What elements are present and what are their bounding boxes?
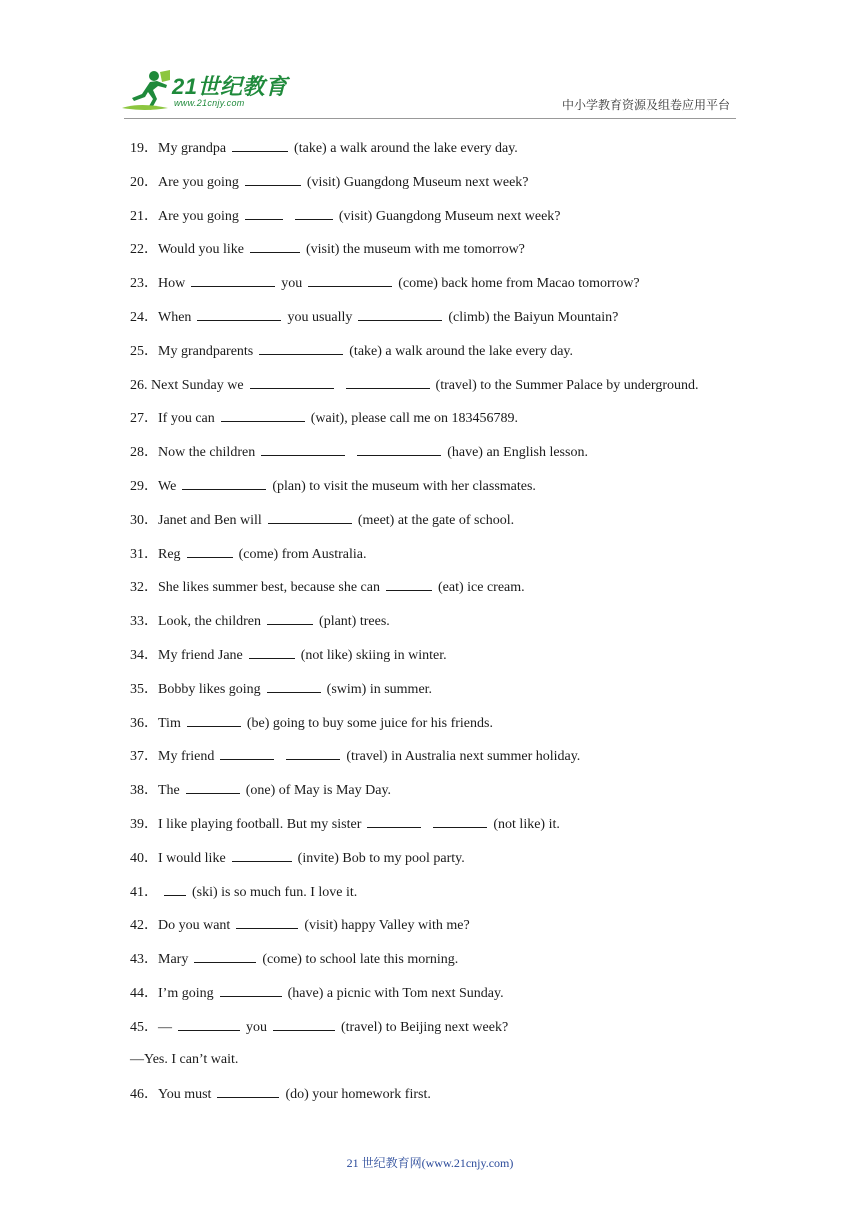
question-item: [130, 779, 750, 813]
question-text: 43．Mary: [130, 952, 189, 968]
question-text: (visit) the museum with me tomorrow?: [305, 242, 525, 258]
answer-blank[interactable]: [346, 374, 430, 389]
question-text: 21．Are you going: [130, 208, 239, 224]
answer-blank[interactable]: [221, 407, 305, 422]
question-text: 27．If you can: [130, 411, 215, 427]
page-footer: 21 世纪教育网(www.21cnjy.com): [346, 1156, 514, 1170]
question-text: (invite) Bob to my pool party.: [297, 850, 465, 866]
question-text: (visit) happy Valley with me?: [304, 918, 470, 934]
question-text: (plant) trees.: [319, 614, 390, 630]
question-text: (swim) in summer.: [326, 681, 433, 697]
question-item: [130, 847, 750, 881]
answer-blank[interactable]: [220, 982, 282, 997]
question-text: 44．I’m going: [130, 985, 214, 1001]
answer-blank[interactable]: [268, 509, 352, 524]
question-text: 24．When: [130, 309, 192, 325]
logo-text: 21世纪教育: [172, 74, 288, 99]
question-item: [130, 238, 750, 272]
question-text: 39．I like playing football. But my sister: [130, 816, 362, 832]
question-text: 38．The: [130, 783, 180, 799]
answer-blank[interactable]: [295, 205, 333, 220]
answer-blank[interactable]: [217, 1083, 279, 1098]
question-text: 32．She likes summer best, because she can: [130, 580, 380, 596]
question-text: 28．Now the children: [130, 445, 256, 461]
answer-blank[interactable]: [245, 205, 283, 220]
question-item: [130, 644, 750, 678]
logo-url: www.21cnjy.com: [174, 98, 245, 108]
question-item: [130, 205, 750, 239]
question-item: [130, 610, 750, 644]
answer-blank[interactable]: [267, 678, 321, 693]
question-text: (wait), please call me on 183456789.: [310, 411, 518, 427]
question-text: (come) to school late this morning.: [262, 952, 459, 968]
question-text: (travel) to Beijing next week?: [341, 1019, 509, 1035]
question-text: you: [246, 1019, 267, 1035]
answer-blank[interactable]: [186, 779, 240, 794]
answer-blank[interactable]: [286, 745, 340, 760]
runner-logo-icon: [120, 68, 172, 114]
answer-blank[interactable]: [220, 745, 274, 760]
question-text: 19．My grandpa: [130, 141, 227, 156]
question-text: (visit) Guangdong Museum next week?: [306, 174, 529, 190]
question-text: (travel) in Australia next summer holiday.: [346, 749, 581, 765]
question-item: [130, 914, 750, 948]
question-text: 25．My grandparents: [130, 343, 254, 359]
question-item: [130, 475, 750, 509]
question-text: (come) from Australia.: [238, 546, 367, 562]
question-text: you usually: [287, 309, 353, 325]
question-text: (visit) Guangdong Museum next week?: [338, 208, 561, 224]
answer-blank[interactable]: [261, 441, 345, 456]
answer-blank[interactable]: [232, 847, 292, 862]
answer-blank[interactable]: [357, 441, 441, 456]
question-text: 37．My friend: [130, 749, 215, 765]
answer-blank[interactable]: [308, 272, 392, 287]
question-text: (eat) ice cream.: [438, 580, 525, 596]
question-text: 22．Would you like: [130, 242, 244, 258]
answer-blank[interactable]: [249, 644, 295, 659]
question-item: [130, 1016, 750, 1050]
question-item: [130, 1050, 750, 1084]
question-text: (come) back home from Macao tomorrow?: [398, 276, 640, 292]
answer-blank[interactable]: [367, 813, 421, 828]
question-item: [130, 1083, 750, 1117]
question-text: (have) a picnic with Tom next Sunday.: [287, 985, 504, 1001]
question-text: 46．You must: [130, 1087, 212, 1103]
question-item: [130, 441, 750, 475]
question-text: (climb) the Baiyun Mountain?: [448, 309, 619, 325]
question-item: [130, 982, 750, 1016]
question-item: [130, 712, 750, 746]
question-text: 45．—: [130, 1019, 172, 1035]
question-text: (take) a walk around the lake every day.: [349, 343, 574, 359]
question-item: [130, 881, 750, 915]
answer-blank[interactable]: [187, 712, 241, 727]
question-item: [130, 576, 750, 610]
question-text: (not like) skiing in winter.: [300, 647, 447, 663]
question-text: 23．How: [130, 276, 186, 292]
logo: [120, 68, 300, 118]
question-text: 36．Tim: [130, 715, 181, 731]
answer-blank[interactable]: [267, 610, 313, 625]
answer-blank[interactable]: [386, 576, 432, 591]
question-text: 33．Look, the children: [130, 614, 262, 630]
question-text: 40．I would like: [130, 850, 226, 866]
question-text: (meet) at the gate of school.: [357, 512, 515, 528]
question-item: [130, 137, 750, 171]
question-text: (not like) it.: [493, 816, 560, 832]
question-text: 41．: [130, 884, 158, 900]
question-text: (have) an English lesson.: [447, 445, 588, 461]
question-text: 30．Janet and Ben will: [130, 512, 262, 528]
answer-blank[interactable]: [236, 914, 298, 929]
question-item: [130, 171, 750, 205]
question-text: 26. Next Sunday we: [130, 377, 244, 393]
question-text: 20．Are you going: [130, 174, 239, 190]
question-text: you: [281, 276, 303, 292]
question-text: 34．My friend Jane: [130, 647, 243, 663]
question-text: (do) your homework first.: [285, 1087, 431, 1103]
question-item: [130, 543, 750, 577]
answer-blank[interactable]: [182, 475, 266, 490]
question-item: [130, 813, 750, 847]
page-header: [0, 0, 860, 128]
platform-title: 中小学教育资源及组卷应用平台: [561, 98, 730, 112]
question-item: [130, 306, 750, 340]
answer-blank[interactable]: [433, 813, 487, 828]
question-text: —Yes. I can’t wait.: [130, 1051, 239, 1067]
header-divider: [124, 118, 736, 119]
answer-blank[interactable]: [250, 374, 334, 389]
question-item: [130, 948, 750, 982]
question-text: (one) of May is May Day.: [245, 783, 392, 799]
question-list: [130, 137, 750, 1117]
question-item: [130, 407, 750, 441]
question-item: [130, 745, 750, 779]
answer-blank[interactable]: [178, 1016, 240, 1031]
answer-blank[interactable]: [191, 272, 275, 287]
answer-blank[interactable]: [187, 543, 233, 558]
answer-blank[interactable]: [245, 171, 301, 186]
question-item: [130, 678, 750, 712]
question-text: 42．Do you want: [130, 918, 231, 934]
question-item: [130, 509, 750, 543]
answer-blank[interactable]: [273, 1016, 335, 1031]
question-item: [130, 340, 750, 374]
answer-blank[interactable]: [259, 340, 343, 355]
question-text: 35．Bobby likes going: [130, 681, 261, 697]
question-text: (plan) to visit the museum with her classmates.: [272, 478, 536, 494]
answer-blank[interactable]: [250, 238, 300, 253]
answer-blank[interactable]: [164, 881, 186, 896]
question-item: [130, 272, 750, 306]
answer-blank[interactable]: [232, 137, 288, 152]
question-text: (take) a walk around the lake every day.: [294, 141, 518, 156]
question-text: (ski) is so much fun. I love it.: [192, 884, 358, 900]
question-text: (be) going to buy some juice for his friends.: [246, 715, 493, 731]
answer-blank[interactable]: [197, 306, 281, 321]
question-text: 29．We: [130, 478, 177, 494]
question-text: (travel) to the Summer Palace by underground.: [435, 377, 699, 393]
question-item: [130, 374, 750, 408]
question-text: 31．Reg: [130, 546, 181, 562]
answer-blank[interactable]: [358, 306, 442, 321]
answer-blank[interactable]: [194, 948, 256, 963]
